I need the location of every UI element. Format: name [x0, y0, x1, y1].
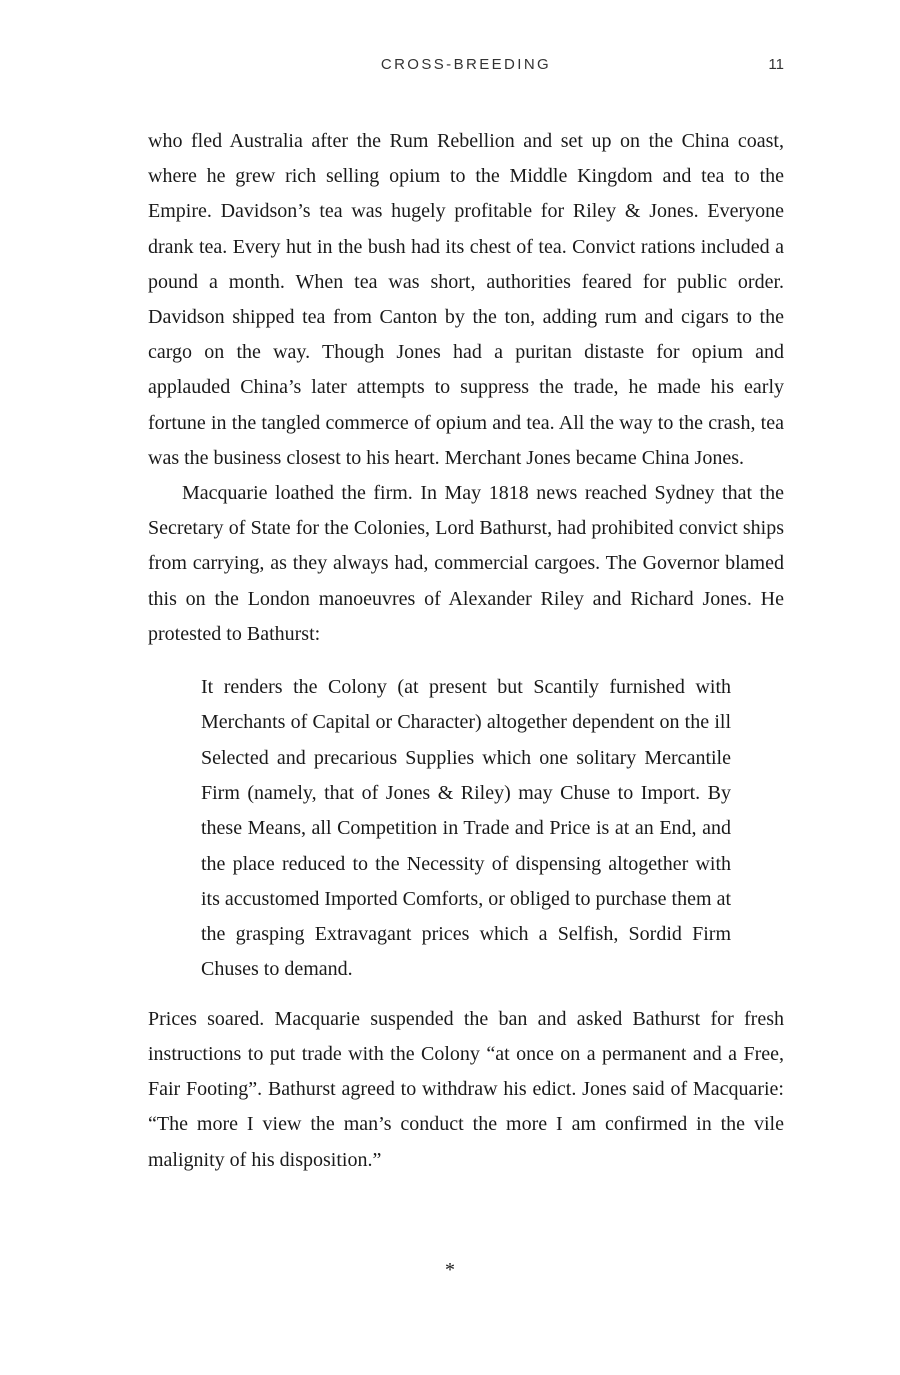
running-title: CROSS-BREEDING [380, 56, 552, 73]
paragraph-prices: Prices soared. Macquarie suspended the ban and asked Bathurst for fresh instructions to put trade with the Colony “at once on a permanent and a Free, Fair Footing”. Bathurst agreed to withdraw his edict. Jones said of Macquarie: “The more I view the man’s conduct the more I am confirmed in the vile malignity of his disposition.” [148, 1007, 784, 1171]
block-quote: It renders the Colony (at present but Scantily furnished with Merchants of Capital or Character) altogether dependent on the ill Selected and precarious Supplies which one solitary Mercantile Firm (namely, that of Jones & Riley) may Chuse to Import. By these Means, all Competition in Trade and Price is at an End, and the place reduced to the Necessity of dispensing altogether with its accustomed Imported Comforts, or obliged to purchase them at the grasping Extravagant prices which a Selfish, Sordid Firm Chuses to demand. [201, 676, 731, 981]
section-break-asterisk: * [445, 1259, 455, 1281]
paragraph-continued: who fled Australia after the Rum Rebellion and set up on the China coast, where he grew rich selling opium to the Middle Kingdom and tea to the Empire. Davidson’s tea was hugely profitable for Riley & Jones. Everyone drank tea. Every hut in the bush had its chest of tea. Convict rations included a pound a month. When tea was short, authorities feared for public order. Davidson shipped tea from Canton by the ton, adding rum and cigars to the cargo on the way. Though Jones had a puritan distaste for opium and applauded China’s later attempts to suppress the trade, he made his early fortune in the tangled commerce of opium and tea. All the way to the crash, tea was the business closest to his heart. Merchant Jones became China Jones. [148, 130, 784, 469]
body-text [148, 124, 784, 1178]
paragraph-macquarie: Macquarie loathed the firm. In May 1818 news reached Sydney that the Secretary of State for the Colonies, Lord Bathurst, had prohibited convict ships from carrying, as they always had, commercial cargoes. The Governor blamed this on the London manoeuvres of Alexander Riley and Richard Jones. He protested to Bathurst: [148, 482, 784, 645]
page-number: 11 [768, 56, 784, 73]
running-header [148, 56, 784, 80]
